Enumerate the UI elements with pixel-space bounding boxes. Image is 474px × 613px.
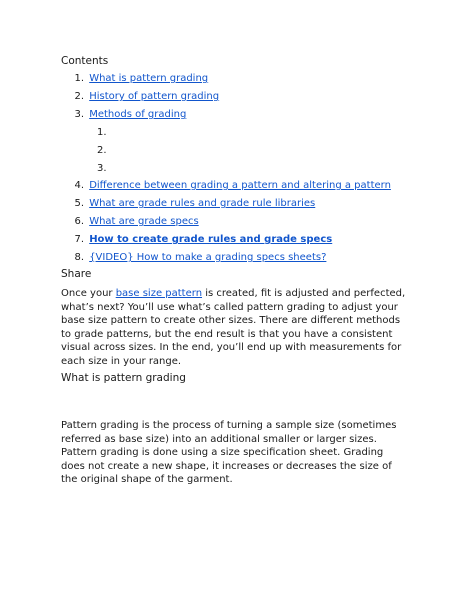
toc-item-6 xyxy=(70,216,199,228)
toc-item-1 xyxy=(70,73,208,85)
section-heading: What is pattern grading xyxy=(61,372,186,384)
section-body-paragraph: Pattern grading is the process of turning a sample size (sometimes referred as base size) into an additional smaller or larger sizes. Pattern grading is done using a size specification sheet. Grading does not create a new shape, it increases or decreases the size of the original shape of the garment. xyxy=(61,420,397,485)
toc-item-5 xyxy=(70,198,315,210)
base-size-pattern-link[interactable]: base size pattern xyxy=(115,288,203,299)
toc-number: 2. xyxy=(74,91,84,102)
toc-link-grade-specs[interactable]: What are grade specs xyxy=(89,216,199,227)
toc-number: 5. xyxy=(74,198,84,209)
toc-item-4 xyxy=(70,180,391,192)
toc-number: 3. xyxy=(74,109,84,120)
toc-item-3 xyxy=(70,109,186,121)
toc-link-grade-rules[interactable]: What are grade rules and grade rule libraries xyxy=(89,198,316,209)
toc-link-methods[interactable]: Methods of grading xyxy=(89,109,187,120)
toc-item-7 xyxy=(70,234,332,246)
intro-text-rest: is created, fit is adjusted and perfected, what’s next? You’ll use what’s called pattern grading to adjust your base size pattern to create other sizes. There are different methods to grade patterns, but the end result is that you have a consistent visual across sizes. In the end, you’ll end up with measurements for each size in your range. xyxy=(61,288,406,367)
share-label: Share xyxy=(61,268,92,280)
toc-sub-item-3: 3. xyxy=(97,163,107,174)
toc-link-what-is-pattern-grading[interactable]: What is pattern grading xyxy=(89,73,209,84)
intro-paragraph xyxy=(61,287,406,368)
toc-sub-item-2: 2. xyxy=(97,145,107,156)
toc-link-how-to-create[interactable]: How to create grade rules and grade specs xyxy=(89,234,333,245)
toc-sub-item-1: 1. xyxy=(97,127,107,138)
toc-item-8 xyxy=(70,252,326,264)
toc-link-video[interactable]: {VIDEO} How to make a grading specs sheets? xyxy=(89,252,327,263)
toc-number: 1. xyxy=(74,73,84,84)
toc-number: 8. xyxy=(74,252,84,263)
intro-text-start: Once your xyxy=(61,288,116,299)
toc-link-history[interactable]: History of pattern grading xyxy=(89,91,220,102)
toc-number: 4. xyxy=(74,180,84,191)
toc-item-2 xyxy=(70,91,219,103)
toc-number: 6. xyxy=(74,216,84,227)
contents-heading: Contents xyxy=(61,55,109,67)
toc-link-difference[interactable]: Difference between grading a pattern and altering a pattern xyxy=(89,180,391,191)
toc-number: 7. xyxy=(74,234,84,245)
